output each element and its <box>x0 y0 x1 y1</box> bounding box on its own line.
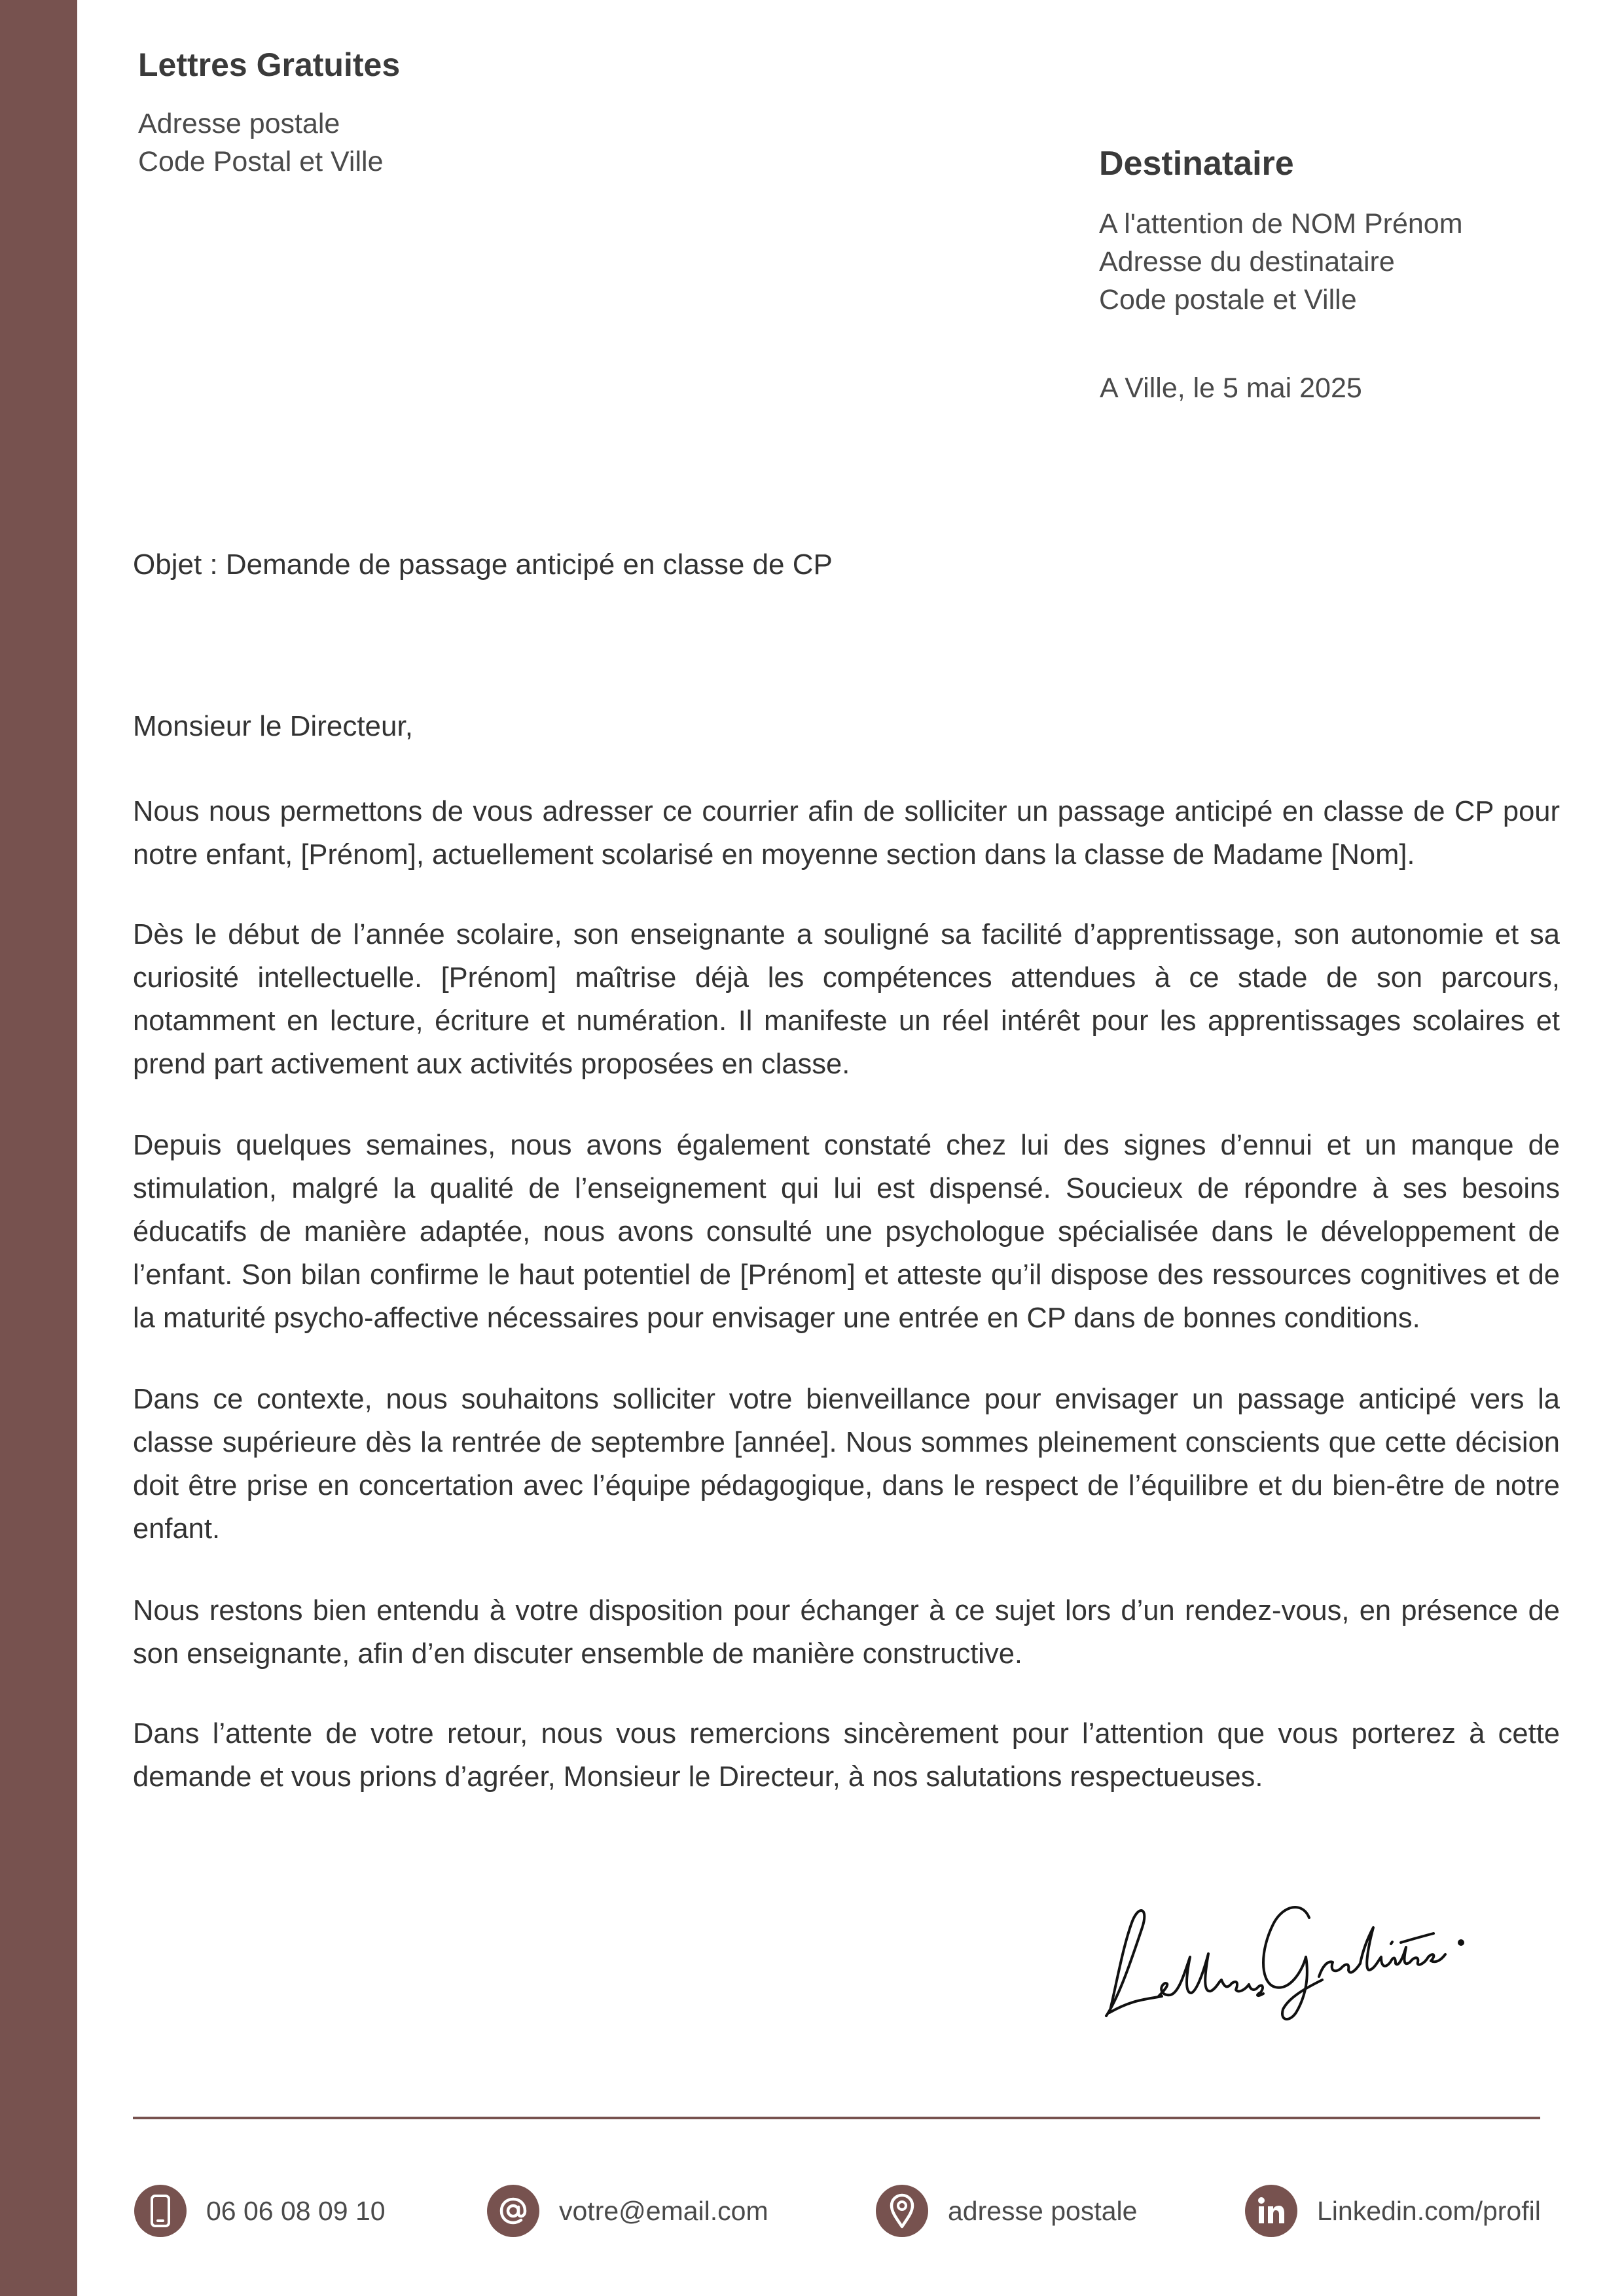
footer-email[interactable] <box>487 2185 768 2237</box>
sender-postal-city: Code Postal et Ville <box>138 146 384 177</box>
footer-email-text[interactable]: votre@email.com <box>559 2195 768 2226</box>
footer-linkedin-text[interactable]: Linkedin.com/profil <box>1317 2195 1541 2226</box>
footer-phone-text: 06 06 08 09 10 <box>206 2195 386 2226</box>
recipient-attention: A l'attention de NOM Prénom <box>1099 208 1463 240</box>
at-icon <box>487 2185 539 2237</box>
body-paragraph: Depuis quelques semaines, nous avons également constaté chez lui des signes d’ennui et un manque de stimulation, malgré la qualité de l’enseignement qui lui est dispensé. Soucieux de répondre à ses besoins éducatifs de manière adaptée, nous avons consulté une psychologue spécialisée dans le développement de l’enfant. Son bilan confirme le haut potentiel de [Prénom] et atteste qu’il dispose des ressources cognitives et de la maturité psycho-affective nécessaires pour envisager une entrée en CP dans de bonnes conditions. <box>133 1130 1560 1334</box>
sender-name: Lettres Gratuites <box>138 46 401 83</box>
footer-linkedin[interactable] <box>1245 2185 1541 2237</box>
linkedin-icon <box>1245 2185 1297 2237</box>
recipient-postal-city: Code postale et Ville <box>1099 284 1357 315</box>
letter-salutation: Monsieur le Directeur, <box>133 710 413 742</box>
letter-date: A Ville, le 5 mai 2025 <box>1100 372 1362 404</box>
footer-phone <box>134 2185 386 2237</box>
body-paragraph: Dans ce contexte, nous souhaitons solliciter votre bienveillance pour envisager un passage anticipé vers la classe supérieure dès la rentrée de septembre [année]. Nous sommes pleinement conscients que cette décision doit être prise en concertation avec l’équipe pédagogique, dans le respect de l’équilibre et du bien-être de notre enfant. <box>133 1384 1560 1545</box>
recipient-address: Adresse du destinataire <box>1099 246 1395 278</box>
footer-divider <box>133 2117 1540 2119</box>
sidebar-accent-band <box>0 0 77 2296</box>
sender-address: Adresse postale <box>138 108 340 139</box>
letter-subject: Objet : Demande de passage anticipé en classe de CP <box>133 548 833 581</box>
footer-address-text: adresse postale <box>948 2195 1138 2226</box>
footer-address <box>876 2185 1137 2237</box>
recipient-title: Destinataire <box>1099 145 1294 183</box>
body-paragraph: Dès le début de l’année scolaire, son enseignante a souligné sa facilité d’apprentissage, son autonomie et sa curiosité intellectuelle. [Prénom] maîtrise déjà les compétences attendues à ce stade de son parcours, notamment en lecture, écriture et numération. Il manifeste un réel intérêt pour les apprentissages scolaires et prend part activement aux activités proposées en classe. <box>133 919 1560 1080</box>
body-paragraph: Nous nous permettons de vous adresser ce courrier afin de solliciter un passage anticipé en classe de CP pour notre enfant, [Prénom], actuellement scolarisé en moyenne section dans la classe de Madame [Nom]. <box>133 796 1560 870</box>
body-paragraph: Nous restons bien entendu à votre disposition pour échanger à ce sujet lors d’un rendez-vous, en présence de son enseignante, afin d’en discuter ensemble de manière constructive. <box>133 1595 1560 1670</box>
location-pin-icon <box>876 2185 928 2237</box>
body-paragraph: Dans l’attente de votre retour, nous vous remercions sincèrement pour l’attention que vous porterez à cette demande et vous prions d’agréer, Monsieur le Directeur, à nos salutations respectueuses. <box>133 1718 1560 1793</box>
phone-icon <box>134 2185 187 2237</box>
handwritten-signature <box>1093 1865 1486 2029</box>
